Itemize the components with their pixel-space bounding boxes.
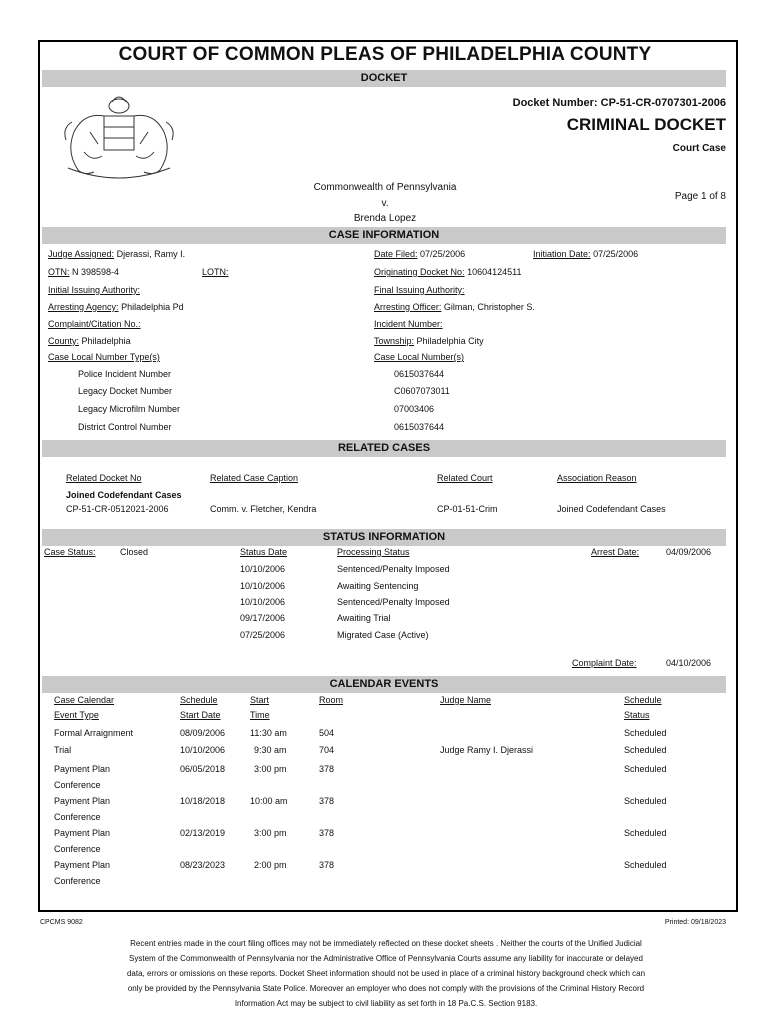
docket-bar: DOCKET — [42, 70, 726, 87]
final-issuing-authority-label: Final Issuing Authority: — [374, 285, 465, 295]
judge-assigned-label: Judge Assigned: — [48, 249, 115, 259]
event-type-continued: Conference — [54, 812, 101, 822]
related-group-label: Joined Codefendant Cases — [66, 490, 182, 500]
docket-type: CRIMINAL DOCKET — [566, 115, 726, 134]
case-type: Court Case — [672, 143, 726, 154]
related-case-caption: Comm. v. Fletcher, Kendra — [210, 504, 317, 514]
event-time: 3:00 pm — [254, 828, 287, 838]
event-date: 10/10/2006 — [180, 745, 226, 755]
event-type: Payment Plan — [54, 828, 111, 838]
date-filed-value: 07/25/2006 — [420, 249, 466, 259]
local-number-value: C0607073011 — [394, 386, 450, 396]
township-label: Township: — [374, 336, 415, 346]
schedule-status-header: Schedule — [624, 695, 662, 705]
arresting-agency-value: Philadelphia Pd — [121, 302, 184, 312]
case-information-bar: CASE INFORMATION — [42, 227, 726, 244]
event-type-continued: Conference — [54, 844, 101, 854]
caption-versus: v. — [381, 198, 389, 209]
processing-status: Migrated Case (Active) — [337, 630, 429, 640]
local-number-type-header: Case Local Number Type(s) — [48, 352, 160, 362]
event-status: Scheduled — [624, 764, 667, 774]
date-filed-label: Date Filed: — [374, 249, 418, 259]
status-date: 07/25/2006 — [240, 630, 286, 640]
complaint-date-value: 04/10/2006 — [666, 658, 712, 668]
local-number-type: Police Incident Number — [78, 369, 172, 379]
originating-docket-row — [374, 267, 521, 277]
event-type-header: Event Type — [54, 710, 99, 720]
local-number-value: 0615037644 — [394, 369, 445, 379]
township-row — [374, 336, 484, 346]
processing-status: Awaiting Trial — [337, 613, 391, 623]
event-time: 9:30 am — [254, 745, 287, 755]
status-date-header: Status Date — [240, 547, 288, 557]
lotn-label: LOTN: — [202, 267, 229, 277]
event-room: 378 — [319, 828, 335, 838]
initial-issuing-authority-label: Initial Issuing Authority: — [48, 285, 141, 295]
status-date: 10/10/2006 — [240, 597, 286, 607]
event-date: 10/18/2018 — [180, 796, 226, 806]
originating-docket-value: 10604124511 — [467, 267, 522, 277]
complaint-citation-label: Complaint/Citation No.: — [48, 319, 141, 329]
event-date: 08/23/2023 — [180, 860, 226, 870]
arresting-agency-label: Arresting Agency: — [48, 302, 119, 312]
arresting-officer-label: Arresting Officer: — [374, 302, 442, 312]
related-docket-number: CP-51-CR-0512021-2006 — [66, 504, 169, 514]
event-type: Payment Plan — [54, 860, 111, 870]
event-time: 10:00 am — [250, 796, 288, 806]
event-room: 378 — [319, 796, 335, 806]
event-status: Scheduled — [624, 860, 667, 870]
caption-defendant: Brenda Lopez — [353, 213, 417, 224]
otn-row — [48, 267, 119, 277]
event-type: Trial — [54, 745, 72, 755]
event-date: 06/05/2018 — [180, 764, 226, 774]
event-room: 704 — [319, 745, 335, 755]
disclaimer-line: only be provided by the Pennsylvania State Police. Moreover an employer who does not comply with the provisions of the Criminal History Record — [127, 984, 645, 993]
otn-value: N 398598-4 — [72, 267, 120, 277]
status-information-bar: STATUS INFORMATION — [42, 529, 726, 546]
incident-number-label: Incident Number: — [374, 319, 443, 329]
event-type: Formal Arraignment — [54, 728, 134, 738]
originating-docket-label: Originating Docket No: — [374, 267, 465, 277]
local-number-value: 0615037644 — [394, 422, 445, 432]
processing-status: Sentenced/Penalty Imposed — [337, 597, 450, 607]
related-court: CP-01-51-Crim — [437, 504, 498, 514]
start-time-header: Start — [250, 695, 270, 705]
form-id: CPCMS 9082 — [40, 919, 83, 926]
arresting-officer-row — [374, 302, 535, 312]
complaint-date-label: Complaint Date: — [572, 658, 637, 668]
event-time: 11:30 am — [250, 728, 287, 738]
event-date: 08/09/2006 — [180, 728, 226, 738]
disclaimer-line: data, errors or omissions on these reports. Docket Sheet information should not be used in place of a criminal history background check which can — [126, 969, 646, 978]
related-court-header: Related Court — [437, 473, 493, 483]
judge-assigned-row — [48, 249, 185, 259]
event-status: Scheduled — [624, 745, 667, 755]
date-filed-row — [374, 249, 465, 259]
processing-status: Awaiting Sentencing — [337, 581, 419, 591]
county-row — [48, 336, 131, 346]
local-number-type: District Control Number — [78, 422, 172, 432]
status-date: 10/10/2006 — [240, 564, 286, 574]
related-caption-header: Related Case Caption — [210, 473, 299, 483]
related-cases-bar: RELATED CASES — [42, 440, 726, 457]
status-date: 10/10/2006 — [240, 581, 286, 591]
arrest-date-value: 04/09/2006 — [666, 547, 712, 557]
local-number-header: Case Local Number(s) — [374, 352, 465, 362]
event-room: 504 — [319, 728, 335, 738]
arresting-agency-row — [48, 302, 184, 312]
event-status: Scheduled — [624, 728, 667, 738]
disclaimer-line: System of the Commonwealth of Pennsylvania nor the Administrative Office of Pennsylvania Courts assume any liability for inaccurate or delayed — [129, 954, 643, 963]
county-value: Philadelphia — [81, 336, 131, 346]
arrest-date-label: Arrest Date: — [591, 547, 640, 557]
disclaimer-line: Information Act may be subject to civil liability as set forth in 18 Pa.C.S. Section 9183. — [234, 999, 538, 1008]
start-time-header: Time — [250, 710, 270, 720]
judge-name-header: Judge Name — [440, 695, 492, 705]
docket-number: Docket Number: CP-51-CR-0707301-2006 — [512, 97, 726, 109]
event-room: 378 — [319, 764, 335, 774]
event-type: Payment Plan — [54, 796, 111, 806]
room-header: Room — [319, 695, 344, 705]
local-number-type: Legacy Microfilm Number — [78, 404, 181, 414]
event-time: 3:00 pm — [254, 764, 287, 774]
event-date: 02/13/2019 — [180, 828, 226, 838]
event-type: Payment Plan — [54, 764, 111, 774]
case-status-label: Case Status: — [44, 547, 96, 557]
event-status: Scheduled — [624, 828, 667, 838]
calendar-events-bar: CALENDAR EVENTS — [42, 676, 726, 693]
disclaimer — [86, 936, 686, 1011]
printed-date: Printed: 09/18/2023 — [664, 919, 726, 926]
otn-label: OTN: — [48, 267, 70, 277]
association-reason-header: Association Reason — [557, 473, 637, 483]
schedule-start-date-header: Start Date — [180, 710, 221, 720]
pennsylvania-seal-icon — [54, 92, 184, 182]
processing-status: Sentenced/Penalty Imposed — [337, 564, 450, 574]
page-indicator: Page 1 of 8 — [674, 191, 726, 202]
judge-assigned-value: Djerassi, Ramy I. — [116, 249, 186, 259]
schedule-start-date-header: Schedule — [180, 695, 218, 705]
event-status: Scheduled — [624, 796, 667, 806]
related-docket-header: Related Docket No — [66, 473, 142, 483]
local-number-value: 07003406 — [394, 404, 435, 414]
status-date: 09/17/2006 — [240, 613, 286, 623]
event-type-header: Case Calendar — [54, 695, 115, 705]
court-title: COURT OF COMMON PLEAS OF PHILADELPHIA COUNTY — [118, 44, 652, 65]
association-reason: Joined Codefendant Cases — [557, 504, 666, 514]
initiation-date-value: 07/25/2006 — [593, 249, 639, 259]
initiation-date-label: Initiation Date: — [533, 249, 591, 259]
local-number-type: Legacy Docket Number — [78, 386, 173, 396]
county-label: County: — [48, 336, 80, 346]
event-room: 378 — [319, 860, 335, 870]
caption-plaintiff: Commonwealth of Pennsylvania — [313, 182, 457, 193]
case-status-value: Closed — [120, 547, 149, 557]
township-value: Philadelphia City — [416, 336, 484, 346]
event-type-continued: Conference — [54, 780, 101, 790]
event-time: 2:00 pm — [254, 860, 287, 870]
disclaimer-line: Recent entries made in the court filing offices may not be immediately reflected on these docket sheets . Neither the courts of the Unified Judicial — [130, 939, 642, 948]
arresting-officer-value: Gilman, Christopher S. — [443, 302, 535, 312]
initiation-date-row — [533, 249, 638, 259]
event-judge: Judge Ramy I. Djerassi — [440, 745, 534, 755]
schedule-status-header: Status — [624, 710, 650, 720]
event-type-continued: Conference — [54, 876, 101, 886]
processing-status-header: Processing Status — [337, 547, 410, 557]
